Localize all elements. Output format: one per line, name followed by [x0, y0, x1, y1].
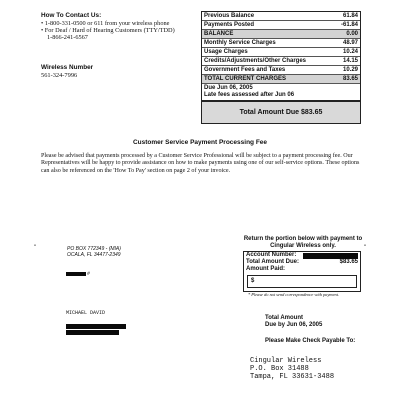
- contact-heading: How To Contact Us:: [41, 12, 102, 19]
- account-number-row: [244, 252, 360, 259]
- total-amount-due-box: Total Amount Due $83.65: [201, 101, 361, 124]
- balance-row-credits: Credits/Adjustments/Other Charges 14.15: [204, 58, 358, 64]
- return-instruction: Return the portion below with payment to Cingular Wireless only.: [243, 236, 363, 249]
- account-number-label: Account Number:: [246, 252, 297, 258]
- contact-line-phone: • 1-800-331-0500 or 611 from your wireless phone: [41, 20, 170, 27]
- barcode-char: #: [87, 271, 91, 277]
- payee-line-1: Cingular Wireless: [250, 357, 322, 365]
- fee-title: Customer Service Payment Processing Fee: [132, 139, 268, 146]
- balance-row-usage: Usage Charges 10.24: [204, 49, 358, 55]
- barcode-line: [66, 271, 90, 277]
- payee-address: [250, 357, 334, 381]
- contact-line-tty-number: 1-866-241-6567: [47, 34, 88, 41]
- wireless-number-label: Wireless Number: [41, 64, 94, 71]
- due-by-date: Due by Jun 06, 2005: [265, 322, 323, 328]
- customer-name: MICHAEL DAVID: [66, 310, 106, 316]
- balance-row-taxes: Government Fees and Taxes 10.29: [204, 67, 358, 73]
- late-fee-notice: Late fees assessed after Jun 06: [204, 92, 295, 98]
- due-date-block: [202, 84, 360, 100]
- address-redacted-2: [66, 330, 119, 335]
- amount-paid-label: Amount Paid:: [246, 266, 285, 272]
- balance-row-balance: BALANCE 0.00: [204, 31, 358, 37]
- payee-line-2: P.O. Box 31488: [250, 365, 309, 373]
- balance-row-payments: Payments Posted -61.84: [204, 22, 358, 28]
- balance-row-previous: Previous Balance 61.84: [204, 13, 358, 19]
- po-box-line-1: PO BOX 772349 - (MIA): [67, 246, 121, 252]
- cut-marker-left: -: [34, 243, 36, 249]
- barcode-redacted: [66, 272, 86, 276]
- fee-body: Please be advised that payments processed by a Customer Service Professional will be subject to a payment processing fee. Our Representatives will be happy to provide assistance on how to make payments using one of our self-service options. These options can also be referenced on the 'How To Pay' section on page 2 of your invoice.: [41, 153, 360, 174]
- balance-row-total-current: TOTAL CURRENT CHARGES 83.65: [204, 76, 358, 82]
- total-due-label: Total Amount Due:: [246, 259, 299, 265]
- total-due-value: $83.65: [339, 259, 358, 265]
- total-due-row: [244, 259, 360, 266]
- amount-paid-field[interactable]: $: [247, 275, 357, 288]
- wireless-number: 561-324-7996: [41, 72, 78, 79]
- total-amount-label: Total Amount: [265, 315, 303, 321]
- amount-paid-row: [244, 266, 360, 273]
- po-box-line-2: OCALA, FL 34477-2349: [67, 252, 121, 258]
- payee-line-3: Tampa, FL 33631-3488: [250, 373, 335, 381]
- correspondence-note: * Please do not send correspondence with payment.: [248, 292, 340, 297]
- address-line-2: [66, 322, 119, 340]
- account-number-redacted: [303, 253, 358, 259]
- cut-marker-right: -: [364, 243, 366, 249]
- due-date: Due Jun 06, 2005: [204, 85, 253, 91]
- account-box: [243, 251, 361, 292]
- payable-to-label: Please Make Check Payable To:: [265, 338, 356, 344]
- balance-summary-table: [201, 11, 361, 101]
- contact-line-tty: • For Deaf / Hard of Hearing Customers (TTY/TDD): [41, 27, 175, 34]
- balance-row-monthly: Monthly Service Charges 48.97: [204, 40, 358, 46]
